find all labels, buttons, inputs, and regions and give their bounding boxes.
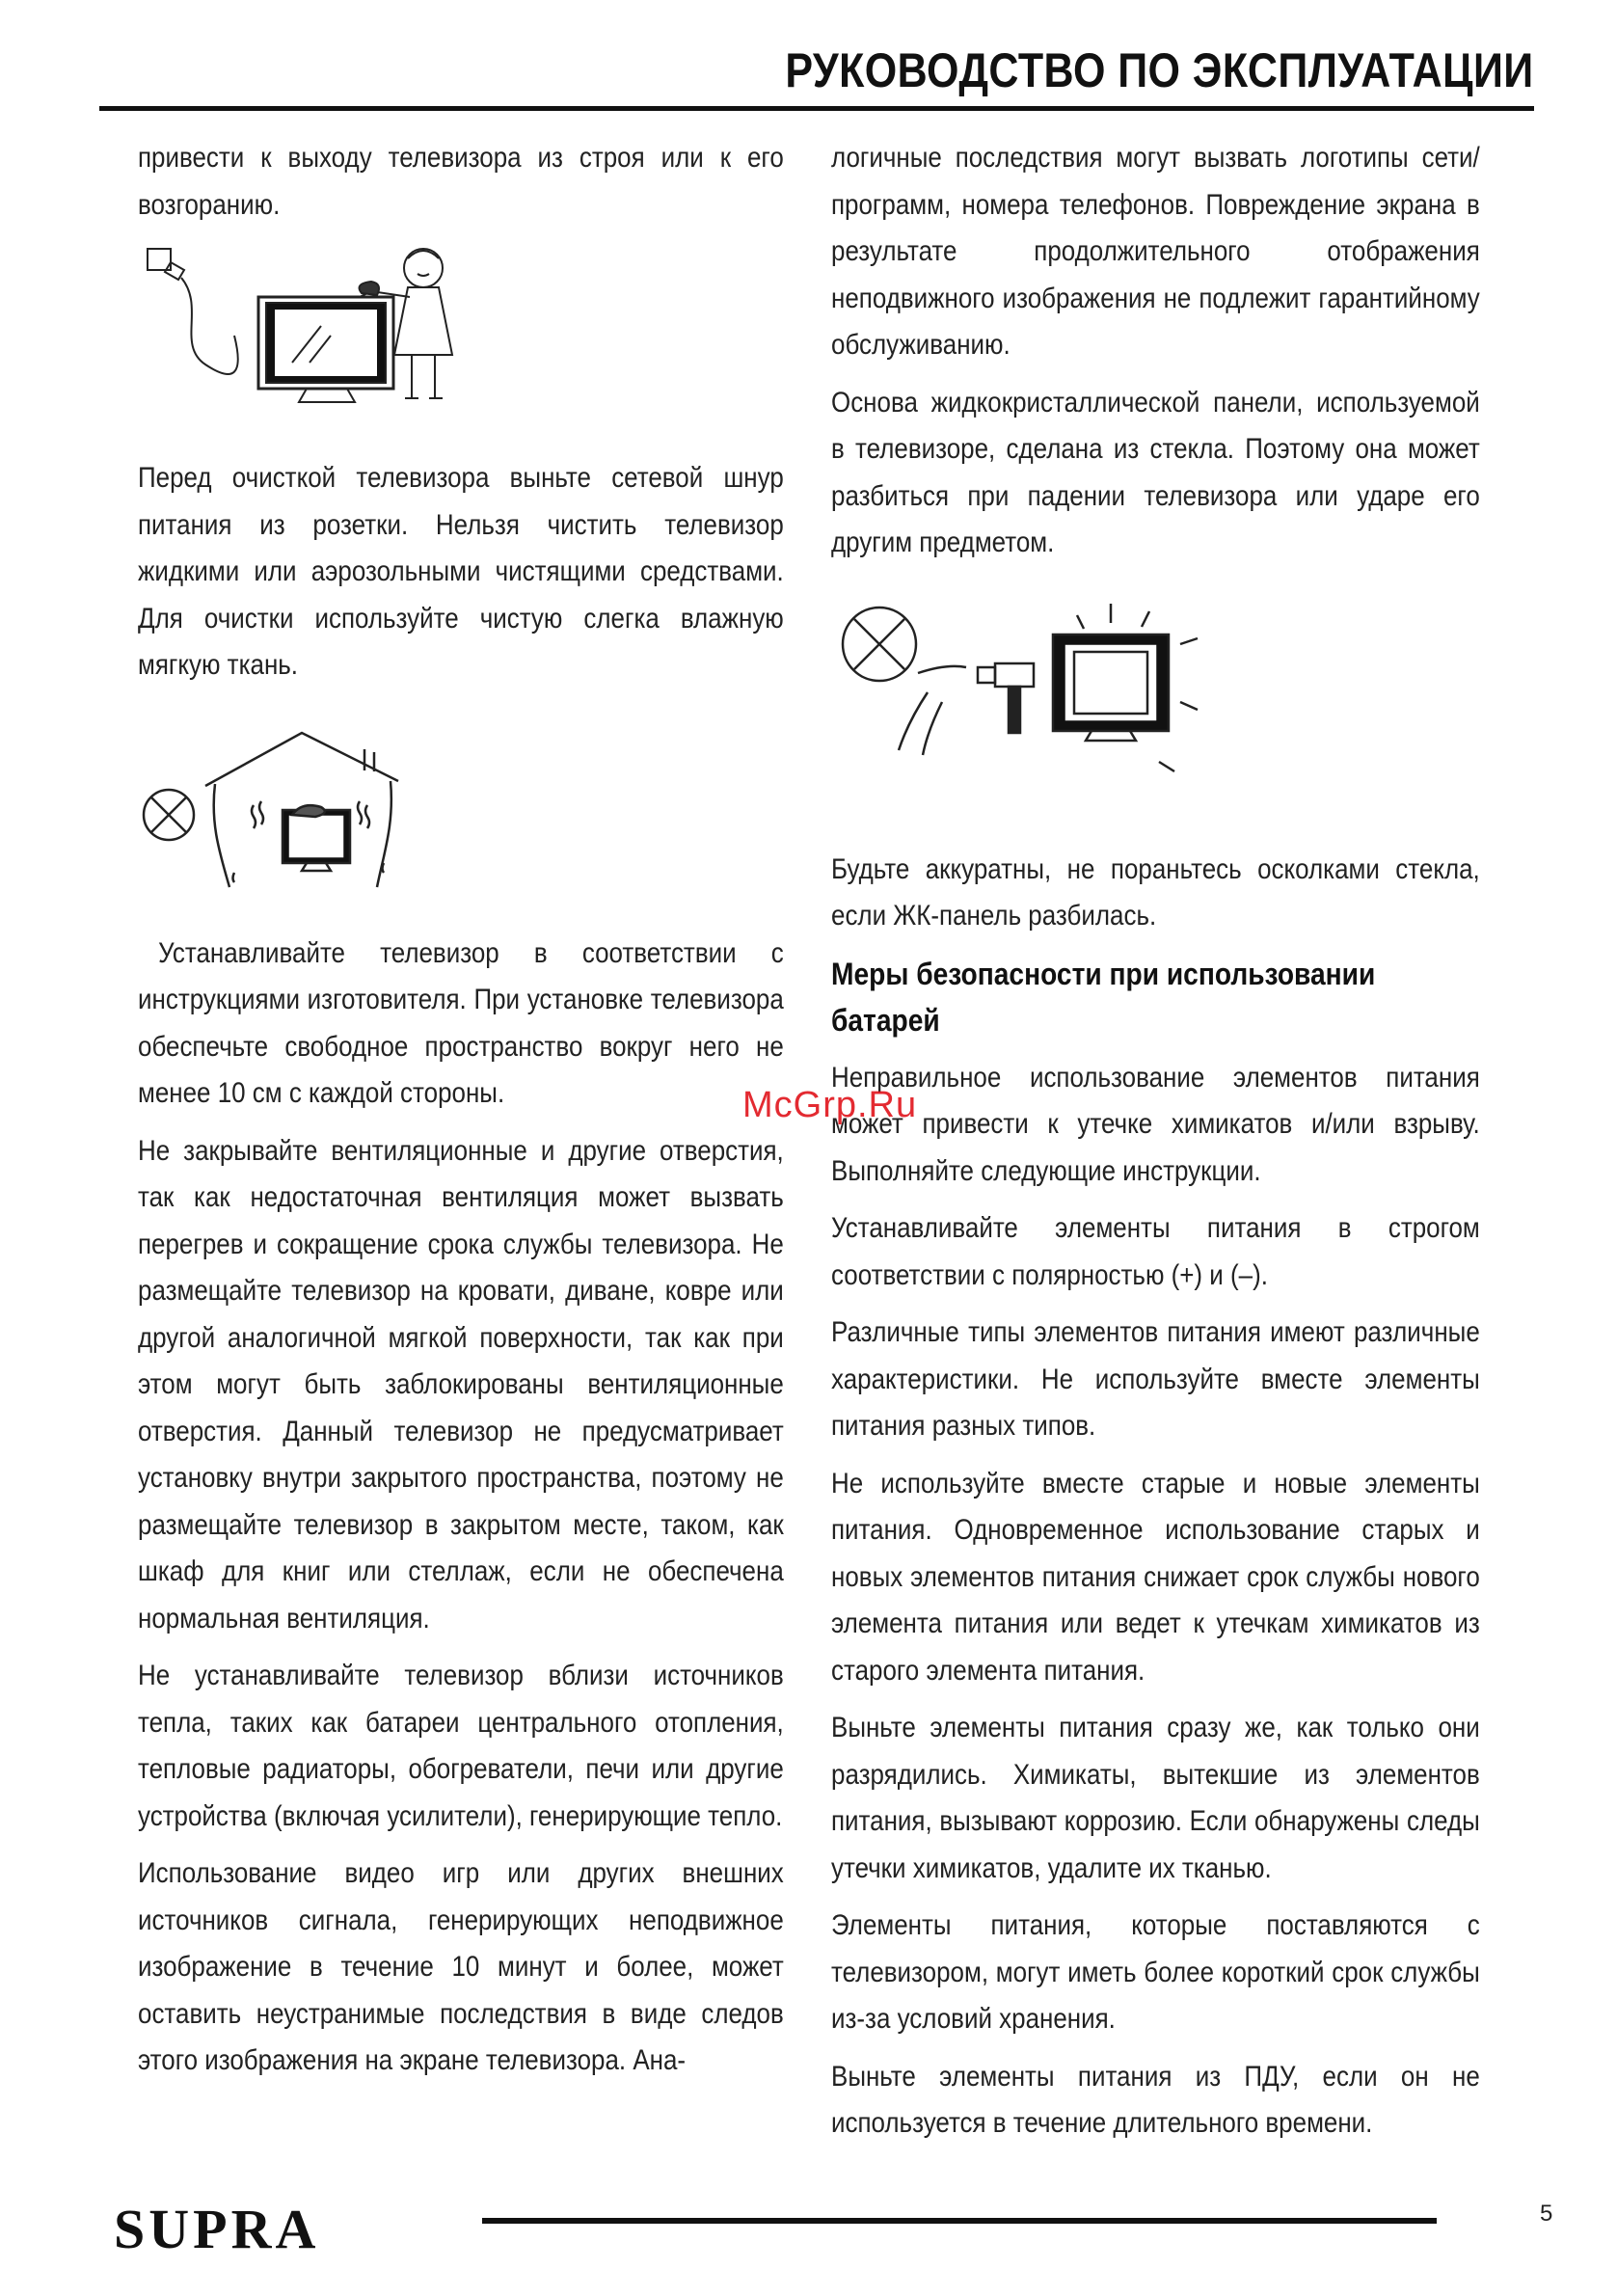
page-number: 5 [1540,2201,1553,2227]
brand-logo: SUPRA [114,2198,320,2260]
cleaning-tv-figure [138,239,475,422]
paragraph: привести к выходу телевизора из строя или к его возгоранию. [138,142,784,221]
ventilation-illustration [138,728,784,892]
paragraph: Будьте аккуратны, не пораньтесь осколками стекла, если ЖК-панель разбилась. [831,852,1480,932]
header-rule [99,106,1534,111]
paragraph: Неправильное использование элементов питания может привести к утечке химикатов и/или взрыву. Выполняйте следующие инструкции. [831,1061,1480,1187]
house-tv-figure [138,728,446,892]
page-title: РУКОВОДСТВО ПО ЭКСПЛУАТАЦИИ [785,43,1534,97]
paragraph: Не используйте вместе старые и новые элементы питания. Одновременное использование старых и новых элементов питания снижает срок службы нового элемента питания или ведет к утечкам химикатов из старого элемента питания. [831,1467,1480,1687]
paragraph: Перед очисткой телевизора выньте сетевой шнур питания из розетки. Нельзя чистить телевизор жидкими или аэрозольными чистящими средствами. Для очистки используйте чистую слегка влажную мягкую ткань. [138,462,784,681]
paragraph: Использование видео игр или других внешних источников сигнала, генерирующих неподвижное изображение в течение 10 минут и более, может оставить неустранимые последствия в виде следов этого изображения на экране телевизора. Ана- [138,1857,784,2076]
paragraph: логичные последствия могут вызвать логотипы сети/программ, номера телефонов. Повреждение экрана в результате продолжительного отображения неподвижного изображения не подлежит гарантийному обслуживанию. [831,142,1480,361]
paragraph: Не устанавливайте телевизор вблизи источников тепла, таких как батареи центрального отопления, тепловые радиаторы, обогреватели, печи или другие устройства (включая усилители), генерирующие тепло. [138,1660,784,1832]
paragraph: Не закрывайте вентиляционные и другие отверстия, так как недостаточная вентиляция может вызвать перегрев и сокращение срока службы телевизора. Не размещайте телевизор на кровати, диване, ковре или другой аналогичной мягкой поверхности, так как при этом могут быть заблокированы вентиляционные отверстия. Данный телевизор не предусматривает установку внутри закрытого пространства, поэтому не размещайте телевизор в закрытом месте, таком, как шкаф для книг или стеллаж, если не обеспечена нормальная вентиляция. [138,1134,784,1634]
paragraph: Устанавливайте телевизор в соответствии с инструкциями изготовителя. При установке телевизора обеспечьте свободное пространство вокруг него не менее 10 см с каждой стороны. [138,936,784,1109]
paragraph: Элементы питания, которые поставляются с телевизором, могут иметь более короткий срок службы из-за условий хранения. [831,1909,1480,2035]
glass-break-illustration [831,596,1480,789]
right-column [831,135,1480,2158]
paragraph: Выньте элементы питания сразу же, как только они разрядились. Химикаты, вытекшие из элементов питания, вызывают коррозию. Если обнаружены следы утечки химикатов, удалите их тканью. [831,1712,1480,1884]
hammer-tv-figure [831,596,1217,789]
paragraph: Выньте элементы питания из ПДУ, если он не используется в течение длительного времени. [831,2060,1480,2139]
paragraph: Устанавливайте элементы питания в строгом соответствии с полярностью (+) и (–). [831,1212,1480,1291]
paragraph: Основа жидкокристаллической панели, используемой в телевизоре, сделана из стекла. Поэтому она может разбиться при падении телевизора или ударе его другим предметом. [831,386,1480,558]
watermark: McGrp.Ru [742,1085,918,1125]
paragraph: Различные типы элементов питания имеют различные характеристики. Не используйте вместе элементы питания разных типов. [831,1316,1480,1442]
cleaning-illustration [138,239,784,422]
section-heading: Меры безопасности при использовании батарей [831,956,1376,1038]
footer-rule [482,2218,1437,2224]
left-column [138,135,784,2095]
